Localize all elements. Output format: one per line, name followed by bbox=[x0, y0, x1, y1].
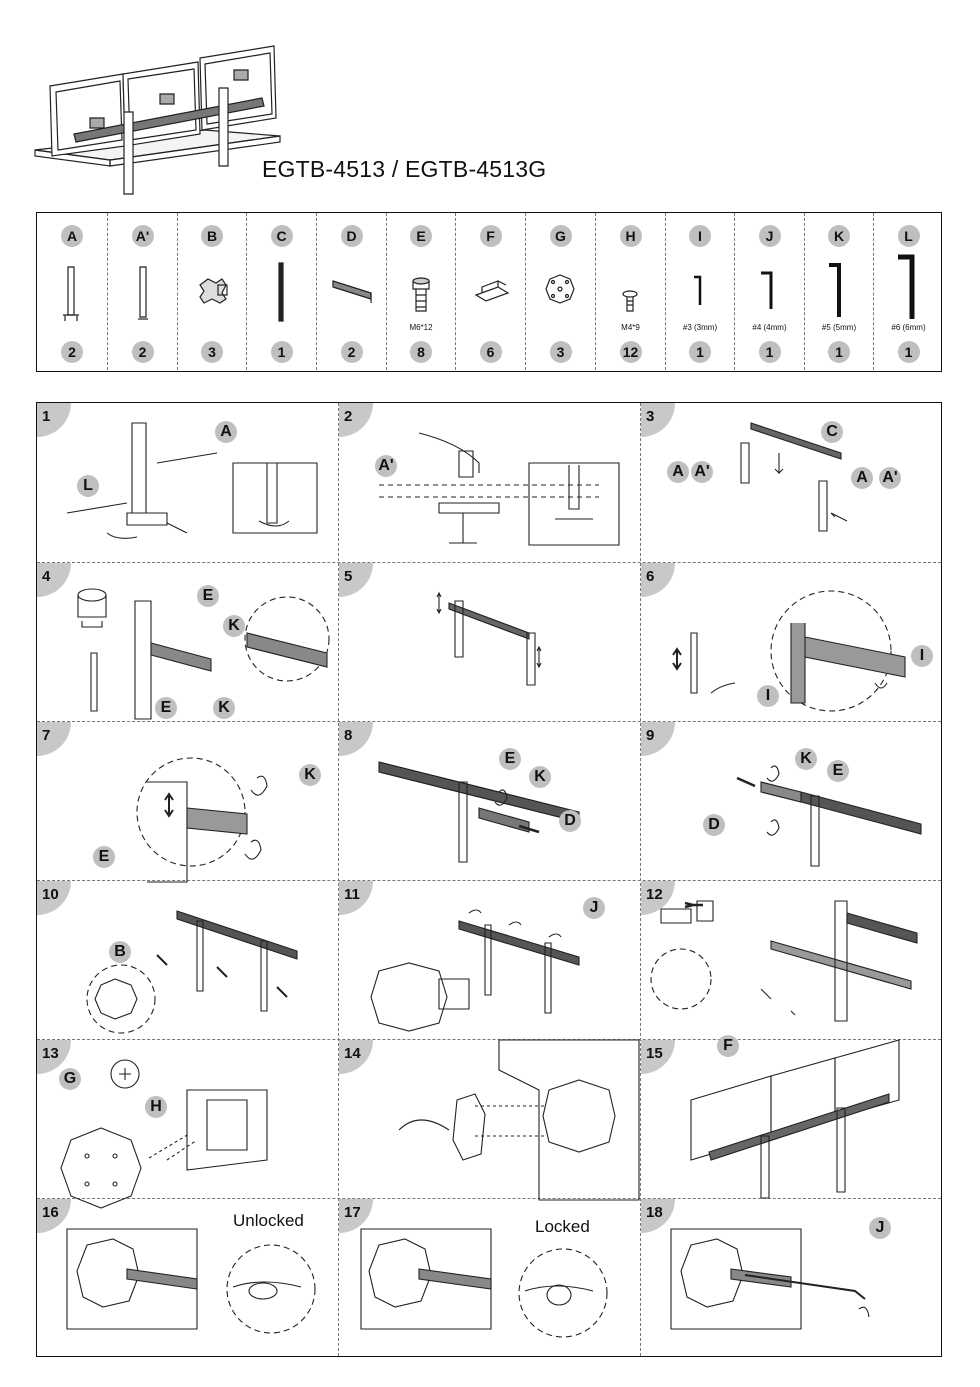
parts-list bbox=[36, 212, 942, 372]
step-number-text: 7 bbox=[42, 727, 51, 744]
step-number-text: 13 bbox=[42, 1045, 59, 1062]
callout-label: K bbox=[299, 764, 321, 786]
step-number bbox=[339, 1199, 373, 1233]
callout-label: A' bbox=[375, 455, 397, 477]
step-number bbox=[37, 1199, 71, 1233]
assembly-steps bbox=[36, 402, 942, 1357]
step-9 bbox=[641, 722, 941, 880]
step-14-illustration bbox=[339, 1040, 640, 1198]
callout-label: A bbox=[215, 421, 237, 443]
callout-label: J bbox=[869, 1217, 891, 1239]
step-number bbox=[37, 722, 71, 756]
step-7-illustration bbox=[37, 722, 338, 880]
callout-label: B bbox=[109, 941, 131, 963]
part-letter: A bbox=[61, 225, 83, 247]
step-18-illustration bbox=[641, 1199, 941, 1357]
step-8 bbox=[339, 722, 640, 880]
part-qty: 2 bbox=[132, 341, 154, 363]
callout-label: E bbox=[93, 846, 115, 868]
step-number-text: 16 bbox=[42, 1204, 59, 1221]
step-15 bbox=[641, 1040, 941, 1198]
hex-key-5mm-icon bbox=[805, 251, 874, 321]
callout-label: F bbox=[717, 1035, 739, 1057]
step-number bbox=[37, 881, 71, 915]
part-qty: 1 bbox=[828, 341, 850, 363]
part-d bbox=[316, 213, 386, 370]
part-i bbox=[665, 213, 734, 370]
callout-label: K bbox=[529, 766, 551, 788]
part-a-prime bbox=[107, 213, 177, 370]
step-10 bbox=[37, 881, 338, 1039]
callout-label: I bbox=[911, 645, 933, 667]
step-10-illustration bbox=[37, 881, 338, 1039]
part-spec: #4 (4mm) bbox=[752, 323, 787, 332]
callout-label: G bbox=[59, 1068, 81, 1090]
hex-key-3mm-icon bbox=[666, 251, 735, 321]
callout-label: D bbox=[559, 810, 581, 832]
step-number bbox=[339, 881, 373, 915]
step-number-text: 17 bbox=[344, 1204, 361, 1221]
screw-icon bbox=[596, 251, 666, 321]
callout-label: A bbox=[851, 467, 873, 489]
part-qty: 2 bbox=[61, 341, 83, 363]
callout-label: C bbox=[821, 421, 843, 443]
part-qty: 1 bbox=[271, 341, 293, 363]
post-a-prime-icon bbox=[108, 251, 178, 321]
part-letter: G bbox=[550, 225, 572, 247]
step-number bbox=[641, 1199, 675, 1233]
step-12-illustration bbox=[641, 881, 941, 1039]
part-letter: C bbox=[271, 225, 293, 247]
callout-label: A bbox=[667, 461, 689, 483]
step-1 bbox=[37, 403, 338, 561]
part-letter: H bbox=[620, 225, 642, 247]
lock-state-caption: Locked bbox=[535, 1217, 590, 1236]
part-l bbox=[873, 213, 943, 370]
step-number-text: 14 bbox=[344, 1045, 361, 1062]
part-f bbox=[455, 213, 525, 370]
part-qty: 12 bbox=[620, 341, 642, 363]
step-number-text: 11 bbox=[344, 886, 360, 903]
step-number bbox=[339, 722, 373, 756]
step-4 bbox=[37, 563, 338, 721]
step-number bbox=[641, 722, 675, 756]
part-h bbox=[595, 213, 665, 370]
part-letter: B bbox=[201, 225, 223, 247]
step-number-text: 4 bbox=[42, 568, 51, 585]
step-number bbox=[37, 563, 71, 597]
part-k bbox=[804, 213, 873, 370]
step-number-text: 1 bbox=[42, 408, 51, 425]
step-4-illustration bbox=[37, 563, 338, 721]
callout-label: A' bbox=[879, 467, 901, 489]
callout-label: E bbox=[499, 748, 521, 770]
long-bar-icon bbox=[247, 251, 317, 321]
hex-key-4mm-icon bbox=[735, 251, 805, 321]
callout-label: E bbox=[197, 585, 219, 607]
step-number-text: 8 bbox=[344, 727, 353, 744]
step-number-text: 5 bbox=[344, 568, 353, 585]
part-letter: E bbox=[410, 225, 432, 247]
step-2-illustration bbox=[339, 403, 640, 561]
step-15-illustration bbox=[641, 1040, 941, 1198]
step-11 bbox=[339, 881, 640, 1039]
step-14 bbox=[339, 1040, 640, 1198]
step-number-text: 2 bbox=[344, 408, 353, 425]
step-number-text: 9 bbox=[646, 727, 655, 744]
part-b bbox=[177, 213, 246, 370]
post-a-icon bbox=[37, 251, 107, 321]
part-j bbox=[734, 213, 804, 370]
step-6-illustration bbox=[641, 563, 941, 721]
part-qty: 1 bbox=[898, 341, 920, 363]
lock-state-caption: Unlocked bbox=[233, 1211, 304, 1230]
part-qty: 8 bbox=[410, 341, 432, 363]
part-qty: 6 bbox=[480, 341, 502, 363]
step-6 bbox=[641, 563, 941, 721]
part-letter: L bbox=[898, 225, 920, 247]
part-spec: #5 (5mm) bbox=[821, 323, 857, 332]
step-9-illustration bbox=[641, 722, 941, 880]
callout-label: A' bbox=[691, 461, 713, 483]
step-number-text: 18 bbox=[646, 1204, 663, 1221]
vesa-plate-icon bbox=[526, 251, 596, 321]
step-17-illustration bbox=[339, 1199, 640, 1357]
step-5-illustration bbox=[339, 563, 640, 721]
part-g bbox=[525, 213, 595, 370]
short-bar-icon bbox=[317, 251, 387, 321]
part-qty: 3 bbox=[550, 341, 572, 363]
product-illustration bbox=[30, 28, 290, 198]
part-spec: #6 (6mm) bbox=[891, 323, 926, 332]
step-13-illustration bbox=[37, 1040, 338, 1198]
step-16 bbox=[37, 1199, 338, 1357]
part-spec: M6*12 bbox=[409, 323, 433, 332]
part-e bbox=[386, 213, 455, 370]
step-number-text: 10 bbox=[42, 886, 59, 903]
part-qty: 1 bbox=[759, 341, 781, 363]
step-number-text: 12 bbox=[646, 886, 663, 903]
model-title: EGTB-4513 / EGTB-4513G bbox=[262, 156, 547, 182]
step-number bbox=[641, 403, 675, 437]
step-number bbox=[37, 403, 71, 437]
step-number bbox=[641, 881, 675, 915]
callout-label: L bbox=[77, 475, 99, 497]
step-number bbox=[641, 563, 675, 597]
part-spec: #3 (3mm) bbox=[682, 323, 718, 332]
part-letter: K bbox=[828, 225, 850, 247]
hex-bolt-icon bbox=[387, 251, 456, 321]
step-number bbox=[339, 1040, 373, 1074]
step-7 bbox=[37, 722, 338, 880]
callout-label: K bbox=[213, 697, 235, 719]
clip-icon bbox=[456, 251, 526, 321]
vesa-bracket-icon bbox=[178, 251, 247, 321]
callout-label: K bbox=[223, 615, 245, 637]
callout-label: E bbox=[155, 697, 177, 719]
step-number bbox=[641, 1040, 675, 1074]
step-8-illustration bbox=[339, 722, 640, 880]
step-5 bbox=[339, 563, 640, 721]
hex-key-6mm-icon bbox=[874, 251, 944, 321]
step-number-text: 15 bbox=[646, 1045, 663, 1062]
step-13 bbox=[37, 1040, 338, 1198]
step-17 bbox=[339, 1199, 640, 1357]
step-number-text: 6 bbox=[646, 568, 655, 585]
callout-label: H bbox=[145, 1096, 167, 1118]
step-3 bbox=[641, 403, 941, 561]
part-letter: F bbox=[480, 225, 502, 247]
part-qty: 3 bbox=[201, 341, 223, 363]
callout-label: D bbox=[703, 814, 725, 836]
part-letter: D bbox=[341, 225, 363, 247]
part-letter: A' bbox=[132, 225, 154, 247]
step-number bbox=[339, 403, 373, 437]
callout-label: E bbox=[827, 760, 849, 782]
callout-label: I bbox=[757, 685, 779, 707]
part-spec: M4*9 bbox=[621, 323, 640, 332]
step-number bbox=[339, 563, 373, 597]
callout-label: K bbox=[795, 748, 817, 770]
part-letter: I bbox=[689, 225, 711, 247]
part-a bbox=[37, 213, 107, 370]
part-qty: 1 bbox=[689, 341, 711, 363]
part-letter: J bbox=[759, 225, 781, 247]
step-number-text: 3 bbox=[646, 408, 655, 425]
part-qty: 2 bbox=[341, 341, 363, 363]
callout-label: J bbox=[583, 897, 605, 919]
step-2 bbox=[339, 403, 640, 561]
part-c bbox=[246, 213, 316, 370]
step-18 bbox=[641, 1199, 941, 1357]
